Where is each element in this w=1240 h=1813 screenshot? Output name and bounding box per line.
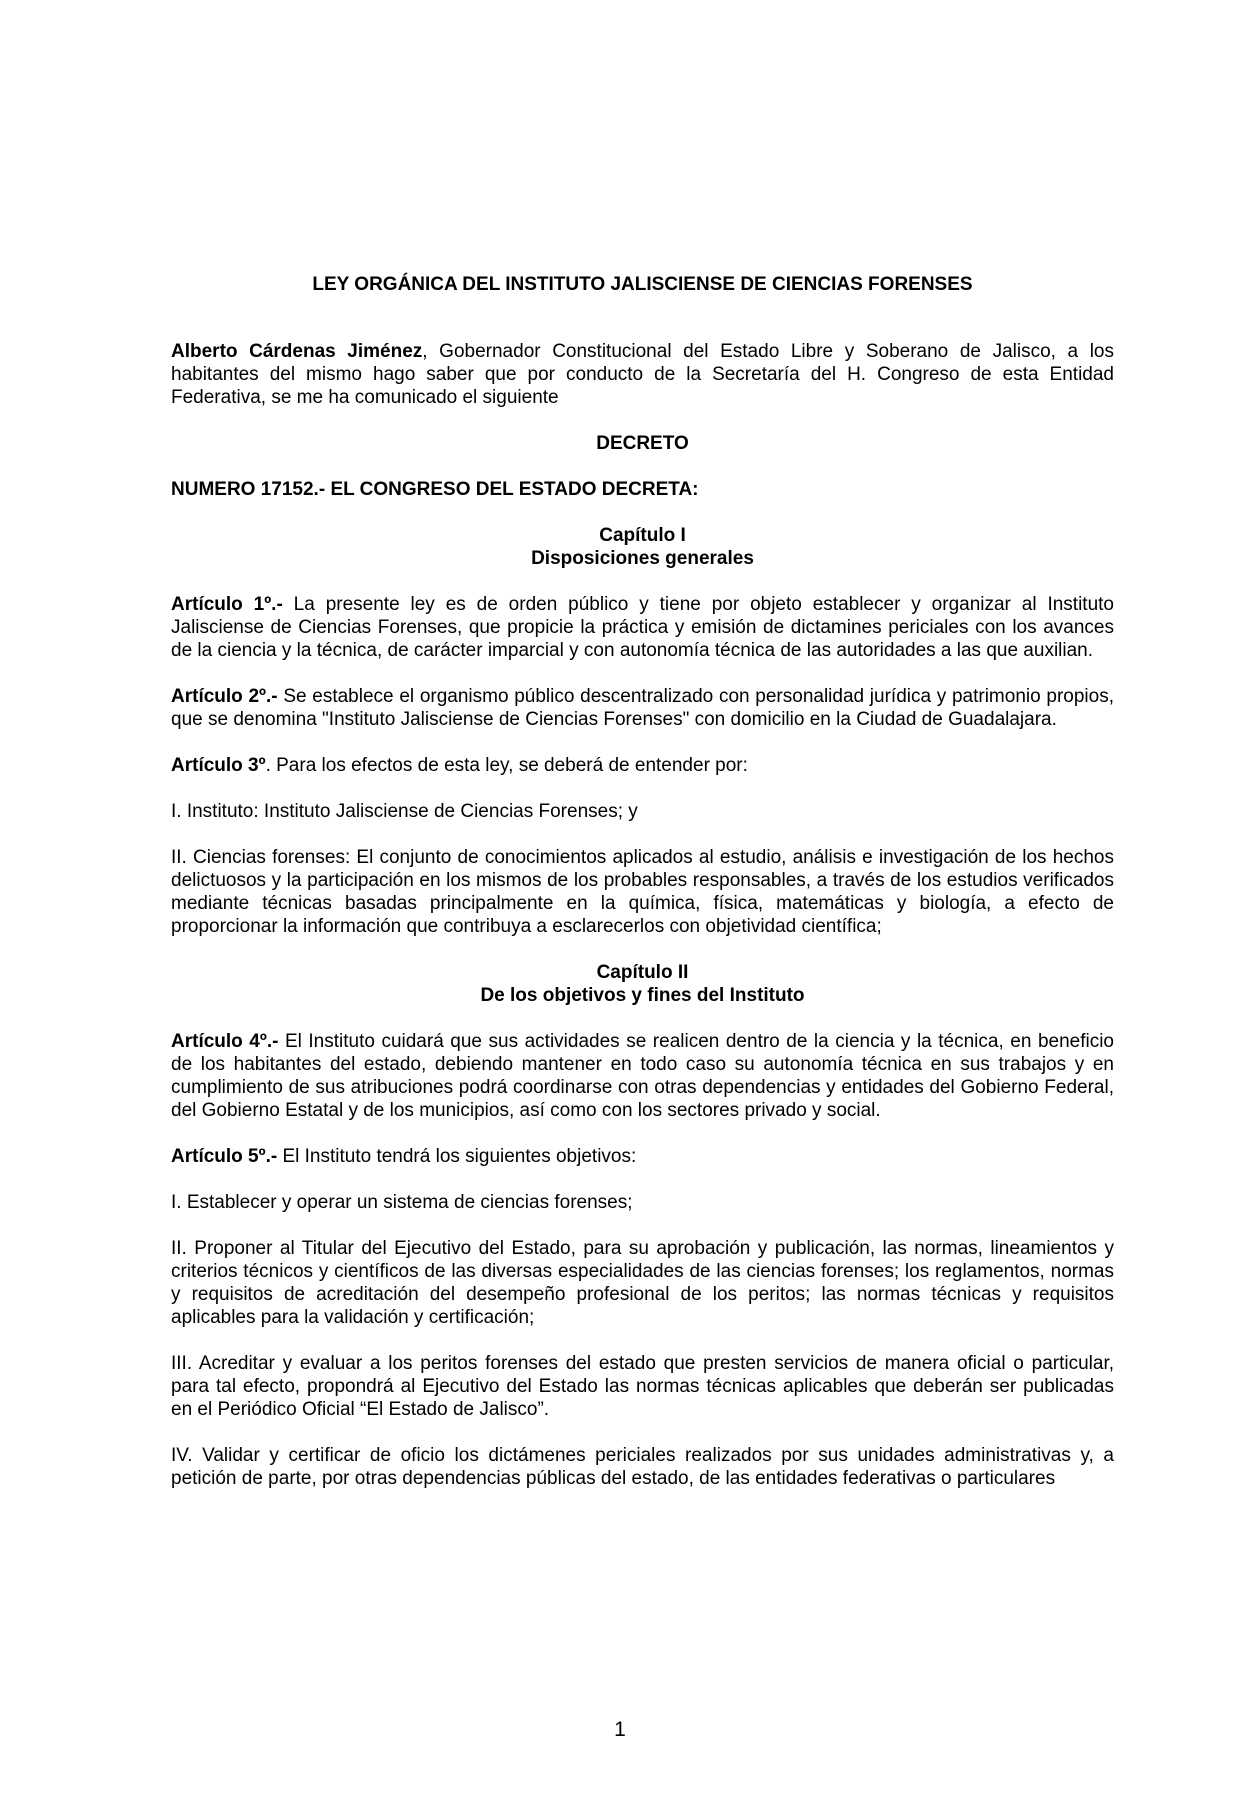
- intro-text: , Gobernador Constitucional del Estado Libre y Soberano de Jalisco, a los habitantes del mismo hago saber que por conducto de la Secretaría del H. Congreso de esta Entidad Federativa, se me ha comunicado el siguiente: [171, 341, 1114, 408]
- article-5-item-1: I. Establecer y operar un sistema de ciencias forenses;: [171, 1192, 633, 1213]
- page-number: 1: [614, 1718, 626, 1741]
- article-3-item-2: II. Ciencias forenses: El conjunto de conocimientos aplicados al estudio, análisis e investigación de los hechos delictuosos y la participación en los mismos de los probables responsables, a través de los estudios verificados mediante técnicas basadas principalmente en la química, física, matemáticas y biología, a efecto de proporcionar la información que contribuya a esclarecerlos con objetividad científica;: [171, 847, 1114, 937]
- article-3-item-1: I. Instituto: Instituto Jalisciense de Ciencias Forenses; y: [171, 801, 638, 822]
- article-label: Artículo 2º.-: [171, 686, 278, 707]
- intro-paragraph: [171, 340, 1114, 409]
- decree-number: NUMERO 17152.- EL CONGRESO DEL ESTADO DECRETA:: [171, 479, 699, 500]
- article-label: Artículo 3º: [171, 755, 266, 776]
- article-5-item-3: III. Acreditar y evaluar a los peritos forenses del estado que presten servicios de manera oficial o particular, para tal efecto, propondrá al Ejecutivo del Estado las normas técnicas aplicables que deberán ser publicadas en el Periódico Oficial “El Estado de Jalisco”.: [171, 1353, 1114, 1420]
- governor-name: Alberto Cárdenas Jiménez: [171, 341, 423, 362]
- document-body: [171, 273, 1114, 1513]
- decreto-heading: DECRETO: [596, 433, 689, 454]
- article-5-item-2: II. Proponer al Titular del Ejecutivo del Estado, para su aprobación y publicación, las normas, lineamientos y criterios técnicos y científicos de las diversas especialidades de las ciencias forenses; los reglamentos, normas y requisitos de acreditación del desempeño profesional de los peritos; las normas técnicas y requisitos aplicables para la validación y certificación;: [171, 1238, 1114, 1328]
- article-2: [171, 685, 1114, 731]
- article-text: El Instituto cuidará que sus actividades se realicen dentro de la ciencia y la técnica, en beneficio de los habitantes del estado, debiendo mantener en todo caso su autonomía técnica en sus trabajos y en cumplimiento de sus atribuciones podrá coordinarse con otras dependencias y entidades del Gobierno Federal, del Gobierno Estatal y de los municipios, así como con los sectores privado y social.: [171, 1031, 1114, 1121]
- chapter-heading-2: [171, 961, 1114, 1007]
- document-title: LEY ORGÁNICA DEL INSTITUTO JALISCIENSE DE CIENCIAS FORENSES: [312, 274, 973, 295]
- article-text: La presente ley es de orden público y tiene por objeto establecer y organizar al Instituto Jalisciense de Ciencias Forenses, que propicie la práctica y emisión de dictamines periciales con los avances de la ciencia y la técnica, de carácter imparcial y con autonomía técnica de las autoridades a las que auxilian.: [171, 594, 1114, 661]
- chapter-name: De los objetivos y fines del Instituto: [480, 985, 805, 1006]
- chapter-name: Disposiciones generales: [531, 548, 754, 569]
- chapter-heading-1: [171, 524, 1114, 570]
- chapter-number: Capítulo I: [599, 525, 686, 546]
- article-label: Artículo 5º.-: [171, 1146, 278, 1167]
- article-5: [171, 1145, 1114, 1168]
- article-3: [171, 754, 1114, 777]
- article-1: [171, 593, 1114, 662]
- article-label: Artículo 4º.-: [171, 1031, 279, 1052]
- article-4: [171, 1030, 1114, 1122]
- article-label: Artículo 1º.-: [171, 594, 283, 615]
- article-text: . Para los efectos de esta ley, se deberá de entender por:: [265, 755, 748, 776]
- article-text: El Instituto tendrá los siguientes objetivos:: [277, 1146, 637, 1167]
- chapter-number: Capítulo II: [596, 962, 689, 983]
- article-text: Se establece el organismo público descentralizado con personalidad jurídica y patrimonio propios, que se denomina "Instituto Jalisciense de Ciencias Forenses" con domicilio en la Ciudad de Guadalajara.: [171, 686, 1114, 730]
- article-5-item-4: IV. Validar y certificar de oficio los dictámenes periciales realizados por sus unidades administrativas y, a petición de parte, por otras dependencias públicas del estado, de las entidades federativas o particulares: [171, 1445, 1114, 1489]
